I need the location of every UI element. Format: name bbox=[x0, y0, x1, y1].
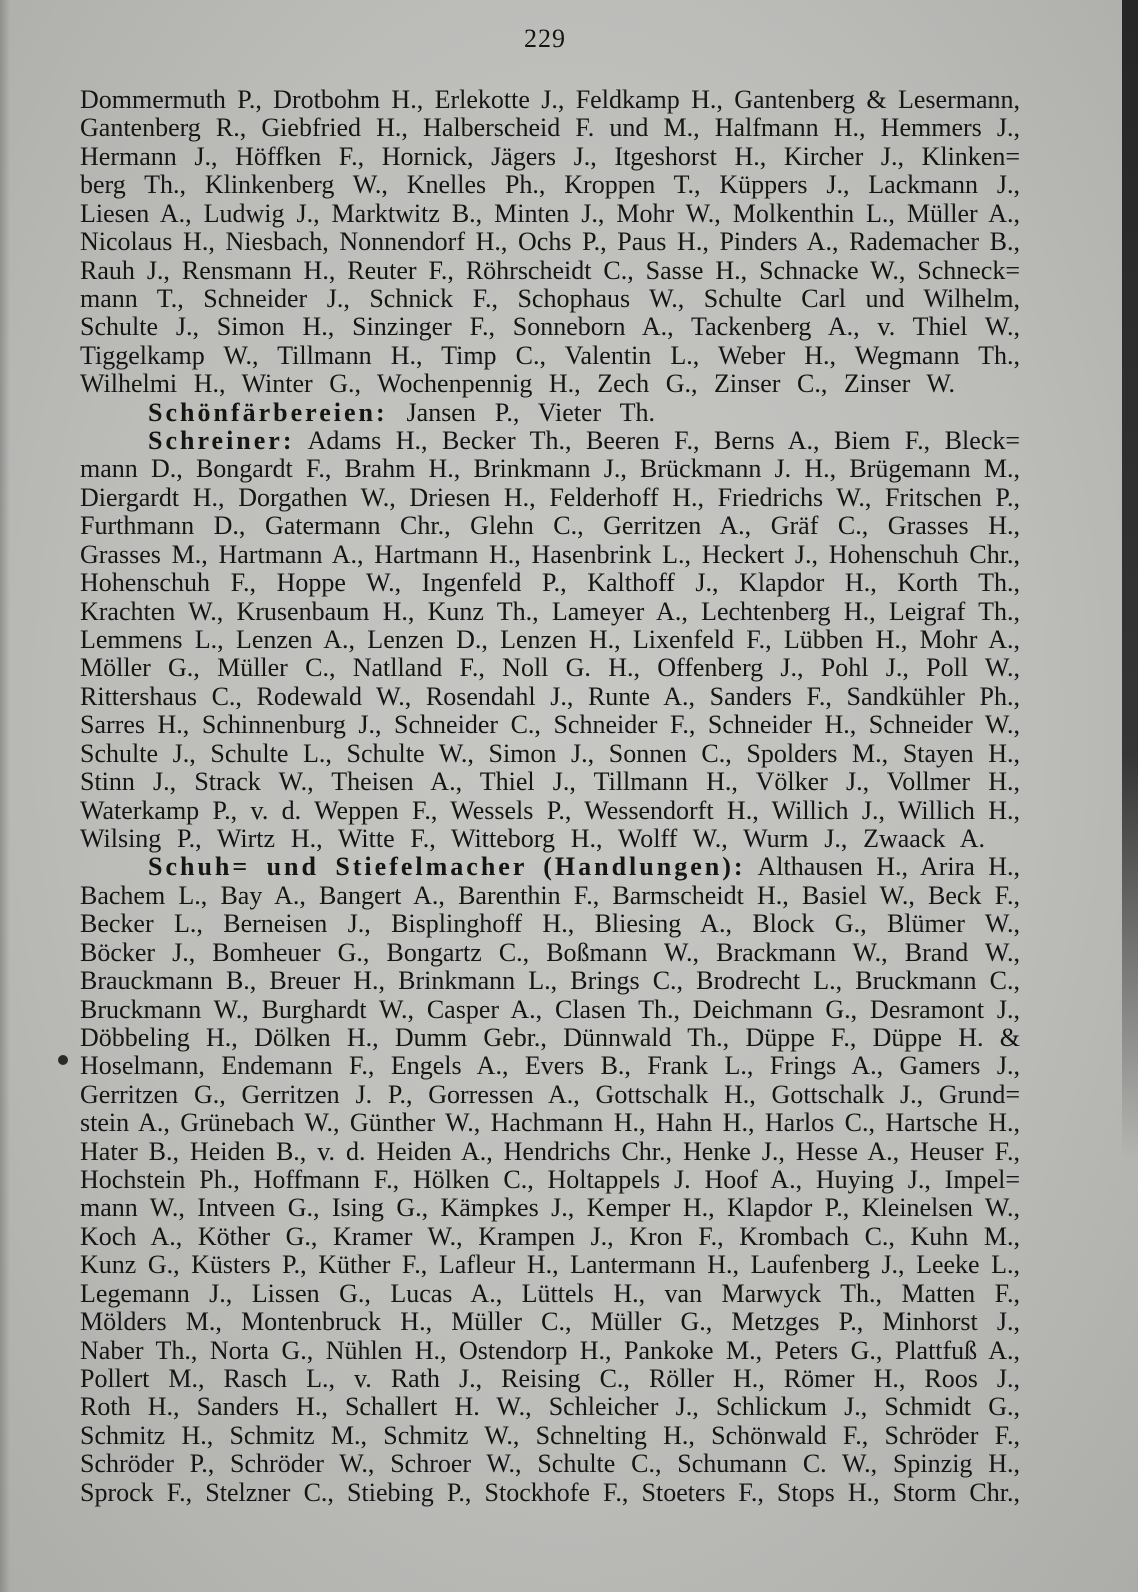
text-line: Hochstein Ph., Hoffmann F., Hölken C., Holtappels J. Hoof A., Huying J., Impel= bbox=[80, 1165, 1020, 1195]
text-line: Naber Th., Norta G., Nühlen H., Ostendorp H., Pankoke M., Peters G., Plattfuß A., bbox=[80, 1335, 1020, 1365]
text-line: Hater B., Heiden B., v. d. Heiden A., Hendrichs Chr., Henke J., Hesse A., Heuser F., bbox=[80, 1136, 1020, 1166]
section-heading-schreiner: Schreiner: bbox=[148, 426, 295, 456]
text-line: Rittershaus C., Rodewald W., Rosendahl J., Runte A., Sanders F., Sandkühler Ph., bbox=[80, 681, 1020, 711]
text-line: Diergardt H., Dorgathen W., Driesen H., Felderhoff H., Friedrichs W., Fritschen P., bbox=[80, 482, 1020, 512]
text-line: Gantenberg R., Giebfried H., Halberscheid F. und M., Halfmann H., Hemmers J., bbox=[80, 113, 1020, 143]
text-line: Kunz G., Küsters P., Küther F., Lafleur H., Lantermann H., Laufenberg J., Leeke L., bbox=[80, 1250, 1020, 1280]
section-heading-schoenfaerbereien: Schönfärbereien: bbox=[148, 397, 388, 427]
text-line: Koch A., Köther G., Kramer W., Krampen J., Kron F., Krombach C., Kuhn M., bbox=[80, 1221, 1020, 1251]
text-line: Nicolaus H., Niesbach, Nonnendorf H., Ochs P., Paus H., Pinders A., Rademacher B., bbox=[80, 227, 1020, 257]
text-line: Wilsing P., Wirtz H., Witte F., Witteborg H., Wolff W., Wurm J., Zwaack A. bbox=[80, 823, 985, 853]
text-line: Becker L., Berneisen J., Bisplinghoff H., Bliesing A., Block G., Blümer W., bbox=[80, 909, 1020, 939]
text-line: Sarres H., Schinnenburg J., Schneider C., Schneider F., Schneider H., Schneider W., bbox=[80, 710, 1020, 740]
text-line: Tiggelkamp W., Tillmann H., Timp C., Valentin L., Weber H., Wegmann Th., bbox=[80, 340, 1020, 370]
page-edge-left-shadow bbox=[0, 0, 10, 1592]
text-line: mann D., Bongardt F., Brahm H., Brinkmann J., Brückmann J. H., Brügemann M., bbox=[80, 454, 1020, 484]
text-line: Waterkamp P., v. d. Weppen F., Wessels P., Wessendorft H., Willich J., Willich H., bbox=[80, 795, 1020, 825]
page-number: 229 bbox=[524, 24, 566, 53]
text-line: mann W., Intveen G., Ising G., Kämpkes J., Kemper H., Klapdor P., Kleinelsen W., bbox=[80, 1193, 1020, 1223]
text-line: Bruckmann W., Burghardt W., Casper A., Clasen Th., Deichmann G., Desramont J., bbox=[80, 994, 1020, 1024]
text-line: Schröder P., Schröder W., Schroer W., Schulte C., Schumann C. W., Spinzig H., bbox=[80, 1449, 1020, 1479]
text-line: Liesen A., Ludwig J., Marktwitz B., Minten J., Mohr W., Molkenthin L., Müller A., bbox=[80, 198, 1020, 228]
text-line: Mölders M., Montenbruck H., Müller C., Müller G., Metzges P., Minhorst J., bbox=[80, 1307, 1020, 1337]
text-line: Hermann J., Höffken F., Hornick, Jägers J., Itgeshorst H., Kircher J., Klinken= bbox=[80, 141, 1020, 171]
text-line: stein A., Grünebach W., Günther W., Hachmann H., Hahn H., Harlos C., Hartsche H., bbox=[80, 1108, 1020, 1138]
section-heading-schuhmacher: Schuh= und Stiefelmacher (Handlungen): bbox=[148, 852, 746, 882]
text-line: Schulte J., Schulte L., Schulte W., Simon J., Sonnen C., Spolders M., Stayen H., bbox=[80, 738, 1020, 768]
text-line: Pollert M., Rasch L., v. Rath J., Reising C., Röller H., Römer H., Roos J., bbox=[80, 1363, 1020, 1393]
text-line: Krachten W., Krusenbaum H., Kunz Th., Lameyer A., Lechtenberg H., Leigraf Th., bbox=[80, 596, 1020, 626]
text-line-start: Adams H., Becker Th., Beeren F., Berns A., Biem F., Bleck= bbox=[307, 426, 1020, 456]
text-line: Hohenschuh F., Hoppe W., Ingenfeld P., Kalthoff J., Klapdor H., Korth Th., bbox=[80, 568, 1020, 598]
text-line: Hoselmann, Endemann F., Engels A., Evers B., Frank L., Frings A., Gamers J., bbox=[80, 1051, 1020, 1081]
ink-blot bbox=[58, 1055, 68, 1065]
text-line: Sprock F., Stelzner C., Stiebing P., Stockhofe F., Stoeters F., Stops H., Storm Chr., bbox=[80, 1477, 1020, 1507]
section-heading-line bbox=[80, 853, 1020, 881]
page-edge-right-shadow bbox=[1122, 0, 1138, 1160]
text-line-start: Althausen H., Arira H., bbox=[757, 852, 1020, 882]
text-line: Schmitz H., Schmitz M., Schmitz W., Schnelting H., Schönwald F., Schröder F., bbox=[80, 1420, 1020, 1450]
text-line: Dommermuth P., Drotbohm H., Erlekotte J., Feldkamp H., Gantenberg & Lesermann, bbox=[80, 85, 1020, 114]
text-line: Schulte J., Simon H., Sinzinger F., Sonneborn A., Tackenberg A., v. Thiel W., bbox=[80, 312, 1020, 342]
section-heading-line bbox=[80, 427, 1020, 455]
text-line: Brauckmann B., Breuer H., Brinkmann L., Brings C., Brodrecht L., Bruckmann C., bbox=[80, 966, 1020, 996]
text-line: Döbbeling H., Dölken H., Dumm Gebr., Dünnwald Th., Düppe F., Düppe H. & bbox=[80, 1022, 1020, 1052]
section-heading-line bbox=[80, 399, 1020, 427]
text-line: Stinn J., Strack W., Theisen A., Thiel J., Tillmann H., Völker J., Vollmer H., bbox=[80, 767, 1020, 797]
text-line: Wilhelmi H., Winter G., Wochenpennig H., Zech G., Zinser C., Zinser W. bbox=[80, 369, 955, 399]
text-line: mann T., Schneider J., Schnick F., Schophaus W., Schulte Carl und Wilhelm, bbox=[80, 283, 1020, 313]
text-line: Möller G., Müller C., Natlland F., Noll G. H., Offenberg J., Pohl J., Poll W., bbox=[80, 653, 1020, 683]
text-line-start: Jansen P., Vieter Th. bbox=[406, 397, 655, 427]
text-line: Grasses M., Hartmann A., Hartmann H., Hasenbrink L., Heckert J., Hohenschuh Chr., bbox=[80, 539, 1020, 569]
text-line: Furthmann D., Gatermann Chr., Glehn C., Gerritzen A., Gräf C., Grasses H., bbox=[80, 511, 1020, 541]
text-line: berg Th., Klinkenberg W., Knelles Ph., Kroppen T., Küppers J., Lackmann J., bbox=[80, 170, 1020, 200]
directory-text bbox=[80, 86, 1020, 1507]
text-line: Bachem L., Bay A., Bangert A., Barenthin F., Barmscheidt H., Basiel W., Beck F., bbox=[80, 880, 1020, 910]
text-line: Gerritzen G., Gerritzen J. P., Gorressen A., Gottschalk H., Gottschalk J., Grund= bbox=[80, 1079, 1020, 1109]
text-line: Roth H., Sanders H., Schallert H. W., Schleicher J., Schlickum J., Schmidt G., bbox=[80, 1392, 1020, 1422]
text-line: Rauh J., Rensmann H., Reuter F., Röhrscheidt C., Sasse H., Schnacke W., Schneck= bbox=[80, 255, 1020, 285]
text-line: Böcker J., Bomheuer G., Bongartz C., Boßmann W., Brackmann W., Brand W., bbox=[80, 937, 1020, 967]
text-line: Lemmens L., Lenzen A., Lenzen D., Lenzen H., Lixenfeld F., Lübben H., Mohr A., bbox=[80, 625, 1020, 655]
text-line: Legemann J., Lissen G., Lucas A., Lüttels H., van Marwyck Th., Matten F., bbox=[80, 1278, 1020, 1308]
